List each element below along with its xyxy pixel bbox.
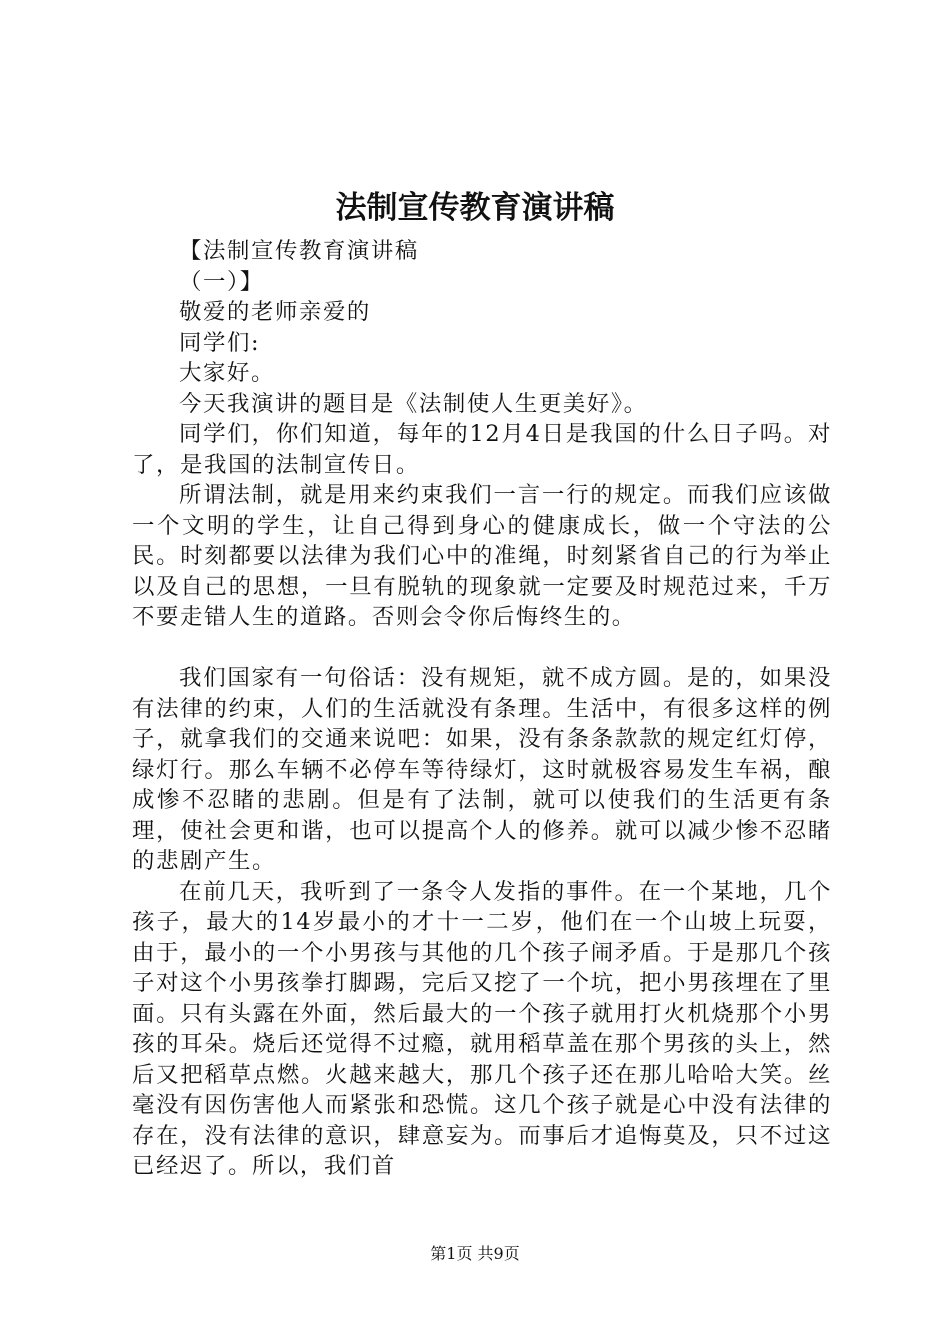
paragraph-spacer (132, 633, 832, 664)
page-number: 第1页 共9页 (430, 1244, 520, 1263)
document-title: 法制宣传教育演讲稿 (335, 190, 615, 226)
paragraph-header-1: 【法制宣传教育演讲稿 (179, 238, 419, 264)
document-body (132, 236, 832, 1182)
paragraph-salutation: 敬爱的老师亲爱的 (179, 299, 371, 325)
paragraph-legal-day: 同学们，你们知道，每年的12月4日是我国的什么日子吗。对了，是我国的法制宣传日。 (132, 421, 832, 478)
paragraph-salutation-2: 同学们: (179, 329, 261, 356)
paragraph-topic: 今天我演讲的题目是《法制使人生更美好》。 (179, 390, 648, 417)
paragraph-proverb: 我们国家有一句俗话：没有规矩，就不成方圆。是的，如果没有法律的约束，人们的生活就没有条理。生活中，有很多这样的例子，就拿我们的交通来说吧：如果，没有条条款款的规定红灯停，绿灯行。那么车辆不必停车等待绿灯，这时就极容易发生车祸，酿成惨不忍睹的悲剧。但是有了法制，就可以使我们的生活更有条理，使社会更和谐，也可以提高个人的修养。就可以减少惨不忍睹的悲剧产生。 (132, 665, 832, 874)
paragraph-greeting: 大家好。 (179, 360, 275, 386)
paragraph-definition: 所谓法制，就是用来约束我们一言一行的规定。而我们应该做一个文明的学生，让自己得到身心的健康成长，做一个守法的公民。时刻都要以法律为我们心中的准绳，时刻紧省自己的行为举止以及自己的思想，一旦有脱轨的现象就一定要及时规范过来，千万不要走错人生的道路。否则会令你后悔终生的。 (132, 482, 832, 630)
paragraph-header-2: （一）】 (179, 268, 264, 295)
paragraph-incident: 在前几天，我听到了一条令人发指的事件。在一个某地，几个孩子，最大的14岁最小的才十一二岁，他们在一个山坡上玩耍，由于，最小的一个小男孩与其他的几个孩子闹矛盾。于是那几个孩子对这个小男孩拳打脚踢，完后又挖了一个坑，把小男孩埋在了里面。只有头露在外面，然后最大的一个孩子就用打火机烧那个小男孩的耳朵。烧后还觉得不过瘾，就用稻草盖在那个男孩的头上，然后又把稻草点燃。火越来越大，那几个孩子还在那儿哈哈大笑。丝毫没有因伤害他人而紧张和恐慌。这几个孩子就是心中没有法律的存在，没有法律的意识，肆意妄为。而事后才追悔莫及，只不过这已经迟了。所以，我们首 (132, 878, 832, 1179)
